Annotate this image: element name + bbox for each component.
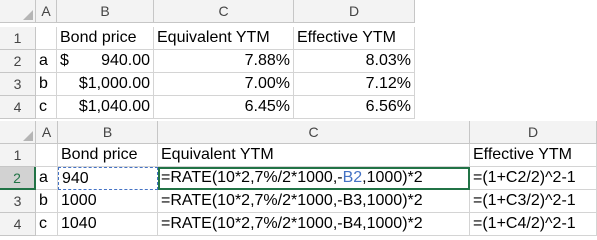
table-row <box>0 144 597 167</box>
cell-b1[interactable]: Bond price <box>58 144 158 167</box>
cell-b4[interactable]: 1040 <box>58 213 158 236</box>
table-row <box>0 213 597 236</box>
cell-a1[interactable] <box>36 27 57 50</box>
table-row <box>0 73 415 96</box>
formulas-sheet <box>0 121 597 236</box>
values-sheet <box>0 0 415 118</box>
cell-b3[interactable]: $1,000.00 <box>57 73 154 96</box>
row-header[interactable]: 3 <box>0 73 36 96</box>
cell-a3[interactable]: b <box>36 73 57 96</box>
cell-c1[interactable]: Equivalent YTM <box>158 144 470 167</box>
column-header-c[interactable]: C <box>154 0 294 23</box>
cell-c3[interactable]: =RATE(10*2,7%/2*1000,-B3,1000)*2 <box>158 190 470 213</box>
row-header[interactable]: 2 <box>0 50 36 73</box>
cell-d3[interactable]: 7.12% <box>294 73 415 96</box>
column-header-row <box>0 0 415 23</box>
cell-b2[interactable]: 940 <box>58 167 158 190</box>
select-all-corner[interactable] <box>0 121 36 144</box>
cell-d2[interactable]: 8.03% <box>294 50 415 73</box>
cell-b1[interactable]: Bond price <box>57 27 154 50</box>
table-row <box>0 27 415 50</box>
select-all-corner[interactable] <box>0 0 36 23</box>
column-header-d[interactable]: D <box>470 121 597 144</box>
table-row <box>0 50 415 73</box>
cell-a2[interactable]: a <box>36 167 58 190</box>
row-header[interactable]: 1 <box>0 27 36 50</box>
row-header[interactable]: 4 <box>0 213 36 236</box>
cell-c4[interactable]: 6.45% <box>154 96 294 119</box>
column-header-a[interactable]: A <box>36 121 58 144</box>
formula-text: ,1000)*2 <box>362 169 423 186</box>
table-row <box>0 96 415 119</box>
cell-d2[interactable]: =(1+C2/2)^2-1 <box>470 167 597 190</box>
cell-b2[interactable] <box>57 50 154 73</box>
cell-a1[interactable] <box>36 144 58 167</box>
cell-a3[interactable]: b <box>36 190 58 213</box>
row-header[interactable]: 4 <box>0 96 36 119</box>
currency-symbol: $ <box>60 52 69 69</box>
cell-c2[interactable]: 7.88% <box>154 50 294 73</box>
cell-c2[interactable] <box>158 167 470 190</box>
cell-a4[interactable]: c <box>36 213 58 236</box>
cell-c1[interactable]: Equivalent YTM <box>154 27 294 50</box>
cell-d3[interactable]: =(1+C3/2)^2-1 <box>470 190 597 213</box>
column-header-c[interactable]: C <box>158 121 470 144</box>
row-header[interactable]: 3 <box>0 190 36 213</box>
cell-reference: B2 <box>342 169 363 186</box>
column-header-b[interactable]: B <box>58 121 158 144</box>
table-row <box>0 167 597 190</box>
row-header[interactable]: 1 <box>0 144 36 167</box>
column-header-b[interactable]: B <box>57 0 154 23</box>
cell-d4[interactable]: =(1+C4/2)^2-1 <box>470 213 597 236</box>
column-header-a[interactable]: A <box>36 0 57 23</box>
cell-d1[interactable]: Effective YTM <box>294 27 415 50</box>
cell-b3[interactable]: 1000 <box>58 190 158 213</box>
table-row <box>0 190 597 213</box>
cell-a2[interactable]: a <box>36 50 57 73</box>
cell-c4[interactable]: =RATE(10*2,7%/2*1000,-B4,1000)*2 <box>158 213 470 236</box>
cell-d4[interactable]: 6.56% <box>294 96 415 119</box>
row-header[interactable]: 2 <box>0 167 36 190</box>
column-header-row <box>0 121 597 144</box>
cell-d1[interactable]: Effective YTM <box>470 144 597 167</box>
cell-a4[interactable]: c <box>36 96 57 119</box>
cell-c3[interactable]: 7.00% <box>154 73 294 96</box>
formula-text: =RATE(10*2,7%/2*1000,- <box>161 169 343 186</box>
column-header-d[interactable]: D <box>294 0 415 23</box>
cell-b4[interactable]: $1,040.00 <box>57 96 154 119</box>
amount: 940.00 <box>101 52 150 69</box>
